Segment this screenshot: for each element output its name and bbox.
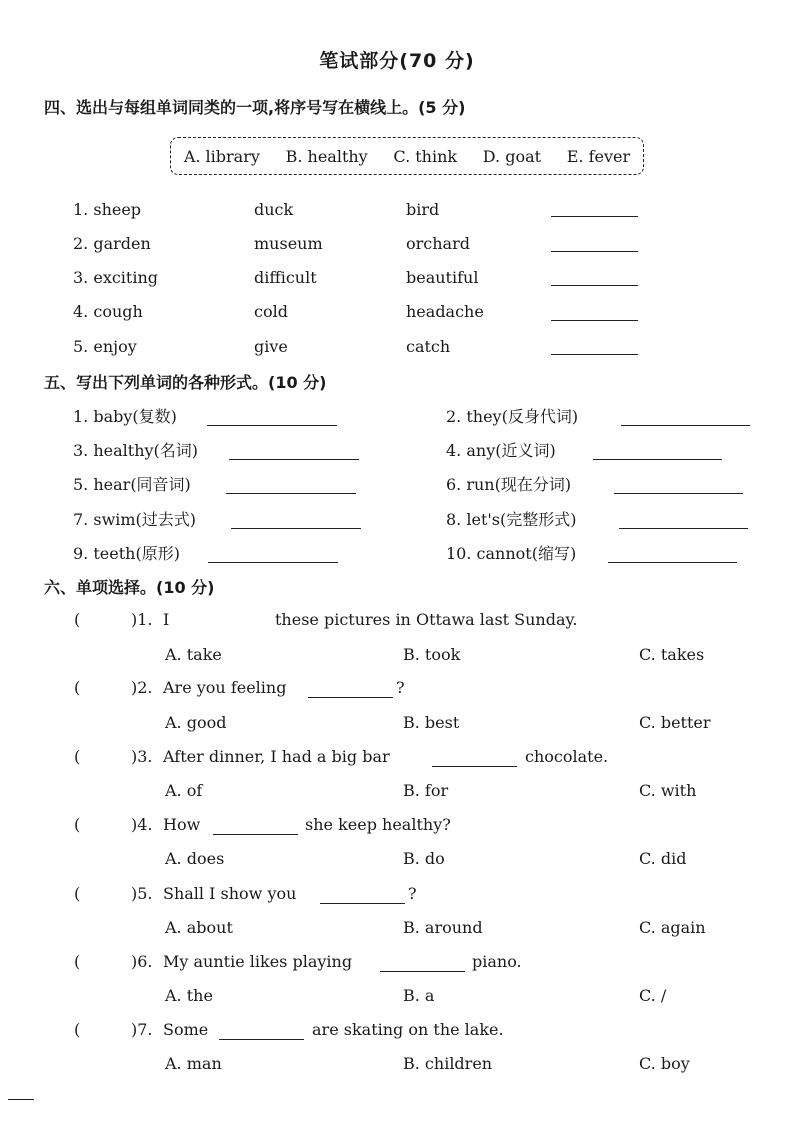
- choice-b[interactable]: B. do: [403, 849, 445, 868]
- choice-c[interactable]: C. takes: [639, 645, 705, 664]
- word-form-item: 6. run(现在分词): [446, 475, 572, 494]
- answer-blank[interactable]: [551, 354, 638, 355]
- choice-c[interactable]: C. better: [639, 713, 711, 732]
- question-text-end: these pictures in Ottawa last Sunday.: [275, 610, 578, 629]
- word-2: give: [254, 337, 288, 356]
- option-c: C. think: [393, 147, 458, 166]
- word-form-item: 3. healthy(名词): [73, 441, 199, 460]
- answer-blank[interactable]: [219, 1039, 304, 1040]
- word-form-item: 2. they(反身代词): [446, 407, 579, 426]
- word-1: 5. enjoy: [73, 337, 137, 356]
- word-form-item: 8. let's(完整形式): [446, 510, 577, 529]
- choice-a[interactable]: A. about: [165, 918, 233, 937]
- question-text-end: ?: [408, 884, 417, 903]
- answer-blank[interactable]: [380, 971, 465, 972]
- choice-b[interactable]: B. best: [403, 713, 460, 732]
- choice-c[interactable]: C. /: [639, 986, 667, 1005]
- word-3: catch: [406, 337, 451, 356]
- choice-a[interactable]: A. of: [165, 781, 203, 800]
- answer-blank[interactable]: [551, 216, 638, 217]
- answer-blank[interactable]: [551, 285, 638, 286]
- word-3: orchard: [406, 234, 470, 253]
- answer-blank[interactable]: [320, 903, 405, 904]
- word-2: museum: [254, 234, 323, 253]
- answer-paren-open: (: [74, 815, 81, 834]
- answer-blank[interactable]: [226, 493, 356, 494]
- choice-b[interactable]: B. took: [403, 645, 461, 664]
- section-6-heading: 六、单项选择。(10 分): [44, 578, 215, 597]
- word-1: 3. exciting: [73, 268, 159, 287]
- section-4-heading: 四、选出与每组单词同类的一项,将序号写在横线上。(5 分): [44, 98, 466, 117]
- word-1: 2. garden: [73, 234, 151, 253]
- word-form-item: 7. swim(过去式): [73, 510, 197, 529]
- answer-paren-open: (: [74, 610, 81, 629]
- question-text-end: are skating on the lake.: [312, 1020, 504, 1039]
- option-d: D. goat: [482, 147, 542, 166]
- choice-c[interactable]: C. boy: [639, 1054, 690, 1073]
- question-text: After dinner, I had a big bar: [163, 747, 390, 766]
- word-3: beautiful: [406, 268, 479, 287]
- question-text-end: ?: [396, 678, 405, 697]
- answer-blank[interactable]: [593, 459, 722, 460]
- word-3: bird: [406, 200, 440, 219]
- answer-blank[interactable]: [551, 320, 638, 321]
- choice-c[interactable]: C. did: [639, 849, 687, 868]
- choice-c[interactable]: C. again: [639, 918, 706, 937]
- question-text: Shall I show you: [163, 884, 297, 903]
- question-number: )4.: [131, 815, 153, 834]
- question-text: How: [163, 815, 201, 834]
- word-form-item: 9. teeth(原形): [73, 544, 180, 563]
- section-5-heading: 五、写出下列单词的各种形式。(10 分): [44, 373, 327, 392]
- options-box: [170, 137, 644, 175]
- answer-paren-open: (: [74, 952, 81, 971]
- answer-blank[interactable]: [432, 766, 517, 767]
- question-number: )5.: [131, 884, 153, 903]
- answer-blank[interactable]: [621, 425, 750, 426]
- option-e: E. fever: [566, 147, 631, 166]
- question-number: )7.: [131, 1020, 153, 1039]
- choice-a[interactable]: A. the: [165, 986, 213, 1005]
- choice-b[interactable]: B. for: [403, 781, 449, 800]
- answer-blank[interactable]: [213, 834, 298, 835]
- question-text: My auntie likes playing: [163, 952, 353, 971]
- answer-blank[interactable]: [308, 697, 393, 698]
- answer-blank[interactable]: [207, 425, 337, 426]
- word-1: 4. cough: [73, 302, 143, 321]
- word-form-item: 10. cannot(缩写): [446, 544, 577, 563]
- question-text: I: [163, 610, 170, 629]
- word-3: headache: [406, 302, 484, 321]
- answer-paren-open: (: [74, 1020, 81, 1039]
- answer-paren-open: (: [74, 884, 81, 903]
- question-number: )2.: [131, 678, 153, 697]
- question-number: )1.: [131, 610, 153, 629]
- word-2: duck: [254, 200, 294, 219]
- word-2: difficult: [254, 268, 317, 287]
- footer-rule: [8, 1099, 34, 1100]
- choice-a[interactable]: A. take: [165, 645, 222, 664]
- page-title: 笔试部分(70 分): [319, 50, 475, 72]
- word-form-item: 4. any(近义词): [446, 441, 556, 460]
- option-b: B. healthy: [285, 147, 368, 166]
- question-text-end: she keep healthy?: [305, 815, 451, 834]
- answer-blank[interactable]: [608, 562, 737, 563]
- choice-b[interactable]: B. around: [403, 918, 483, 937]
- question-number: )6.: [131, 952, 153, 971]
- choice-b[interactable]: B. children: [403, 1054, 493, 1073]
- word-form-item: 5. hear(同音词): [73, 475, 191, 494]
- choice-c[interactable]: C. with: [639, 781, 697, 800]
- answer-blank[interactable]: [551, 251, 638, 252]
- option-a: A. library: [183, 147, 260, 166]
- question-number: )3.: [131, 747, 153, 766]
- word-1: 1. sheep: [73, 200, 142, 219]
- answer-paren-open: (: [74, 678, 81, 697]
- answer-blank[interactable]: [619, 528, 748, 529]
- answer-blank[interactable]: [231, 528, 361, 529]
- choice-a[interactable]: A. good: [165, 713, 227, 732]
- question-text-end: chocolate.: [525, 747, 609, 766]
- answer-blank[interactable]: [229, 459, 359, 460]
- answer-paren-open: (: [74, 747, 81, 766]
- choice-a[interactable]: A. does: [165, 849, 225, 868]
- answer-blank[interactable]: [614, 493, 743, 494]
- word-2: cold: [254, 302, 288, 321]
- answer-blank[interactable]: [208, 562, 338, 563]
- choice-b[interactable]: B. a: [403, 986, 435, 1005]
- word-form-item: 1. baby(复数): [73, 407, 177, 426]
- choice-a[interactable]: A. man: [165, 1054, 222, 1073]
- question-text: Are you feeling: [163, 678, 287, 697]
- question-text: Some: [163, 1020, 209, 1039]
- question-text-end: piano.: [472, 952, 522, 971]
